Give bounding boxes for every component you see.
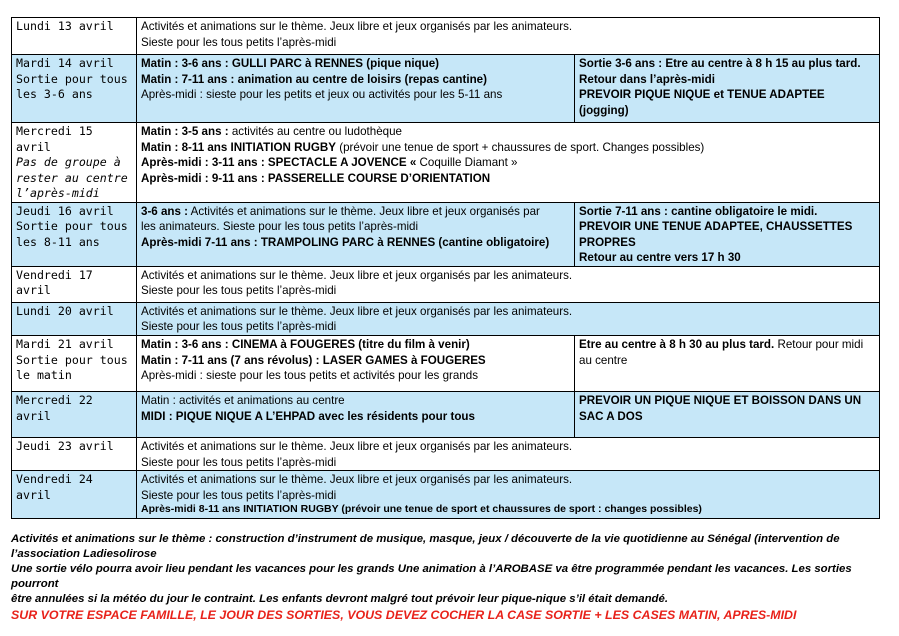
activity-line: Activités et animations sur le thème. Jeux libre et jeux organisés par les animateurs. <box>141 268 573 282</box>
activity-line: Après-midi 7-11 ans : TRAMPOLING PARC à RENNES (cantine obligatoire) <box>141 235 550 249</box>
activity-line <box>141 155 875 171</box>
notes-cell <box>575 55 880 123</box>
day-cell <box>12 266 137 302</box>
note-line: PROPRES <box>579 235 636 249</box>
day-cell <box>12 202 137 266</box>
note-line: PREVOIR PIQUE NIQUE et TENUE ADAPTEE <box>579 88 825 102</box>
bold-part: 3-6 ans : <box>141 204 189 218</box>
activities-cell <box>137 202 575 266</box>
schedule-row <box>12 302 880 335</box>
normal-part: Coquille Diamant » <box>416 156 518 170</box>
day-label: Lundi 20 avril <box>16 303 114 318</box>
day-label: Pas de groupe à <box>16 155 121 169</box>
day-label: Mercredi 15 avril <box>16 124 93 154</box>
footer-velo-line: être annulées si la météo du jour le contraint. Les enfants devront malgré tout prévoir leur pique-nique s’il était demandé. <box>11 593 668 605</box>
normal-part: activités au centre ou ludothèque <box>228 125 403 138</box>
activity-line <box>141 124 875 140</box>
activity-line: Activités et animations sur le thème. Jeux libre et jeux organisés par les animateurs. <box>141 20 573 33</box>
activity-line: Sieste pour les tous petits l’après-midi <box>141 455 337 469</box>
day-label: Jeudi 23 avril <box>16 439 114 454</box>
day-label: Jeudi 16 avril <box>16 203 114 218</box>
activity-line: Sieste pour les tous petits l’après-midi <box>141 284 337 298</box>
activity-line: Matin : 3-6 ans : GULLI PARC à RENNES (pique nique) <box>141 57 440 70</box>
schedule-row <box>12 471 880 519</box>
note-line: Retour dans l’après-midi <box>579 72 715 86</box>
activity-line: Après-midi : sieste pour les petits et jeux ou activités pour les 5-11 ans <box>141 88 503 102</box>
bold-part: Après-midi : 3-11 ans : SPECTACLE A JOVENCE « <box>141 156 417 170</box>
schedule-row <box>12 392 880 438</box>
day-label: Vendredi 17 avril <box>16 267 93 298</box>
activity-line: Matin : 7-11 ans : animation au centre de loisirs (repas cantine) <box>141 72 487 86</box>
activity-line: Activités et animations sur le thème. Jeux libre et jeux organisés par les animateurs. <box>141 304 573 318</box>
note-line: Sortie 7-11 ans : cantine obligatoire le midi. <box>579 204 818 218</box>
notes-cell <box>575 336 880 392</box>
schedule-row <box>12 18 880 55</box>
day-label: Sortie pour tous <box>16 71 128 86</box>
activity-line: Sieste pour les tous petits l’après-midi <box>141 35 337 49</box>
note-line: PREVOIR UNE TENUE ADAPTEE, CHAUSSETTES <box>579 220 853 234</box>
activity-line: Après-midi : sieste pour les tous petits et activités pour les grands <box>141 369 479 383</box>
day-label: Lundi 13 avril <box>16 19 114 33</box>
footer-warning: SUR VOTRE ESPACE FAMILLE, LE JOUR DES SORTIES, VOUS DEVEZ COCHER LA CASE SORTIE + LES CASES MATIN, APRES-MIDI <box>11 608 797 622</box>
activity-line: Après-midi : 9-11 ans : PASSERELLE COURSE D’ORIENTATION <box>141 171 491 185</box>
day-cell <box>12 18 137 55</box>
normal-part: (prévoir une tenue de sport + chaussures de sport. Changes possibles) <box>335 140 705 154</box>
day-cell <box>12 438 137 471</box>
bold-part: Etre au centre à 8 h 30 au plus tard. <box>579 338 775 352</box>
note-line: PREVOIR UN PIQUE NIQUE ET BOISSON DANS UN <box>579 394 862 408</box>
activities-cell <box>137 392 575 438</box>
activities-cell <box>137 302 880 335</box>
day-label: l’après-midi <box>16 186 100 200</box>
notes-cell <box>575 202 880 266</box>
day-cell <box>12 302 137 335</box>
day-label: les 3-6 ans <box>16 87 93 102</box>
footer-notes <box>11 532 879 624</box>
day-cell <box>12 336 137 392</box>
schedule-row <box>12 202 880 266</box>
day-label: le matin <box>16 368 72 383</box>
day-label: Mardi 14 avril <box>16 56 114 70</box>
normal-part: Activités et animations sur le thème. Jeux libre et jeux organisés par <box>188 204 540 218</box>
activity-line: Matin : 3-6 ans : CINEMA à FOUGERES (titre du film à venir) <box>141 338 470 352</box>
activities-cell <box>137 55 575 123</box>
notes-cell <box>575 392 880 438</box>
activity-line: Activités et animations sur le thème. Jeux libre et jeux organisés par les animateurs. <box>141 440 573 454</box>
day-label: les 8-11 ans <box>16 234 100 249</box>
day-label: Sortie pour tous <box>16 352 128 367</box>
activities-cell <box>137 266 880 302</box>
footer-theme-line: Activités et animations sur le thème : construction d’instrument de musique, masque, jeux / découverte de la vie quotidienne au Sénégal (intervention de <box>11 533 840 545</box>
note-line <box>579 337 875 353</box>
normal-part: Retour pour midi <box>774 338 864 352</box>
day-label: Vendredi 24 avril <box>16 472 93 502</box>
note-line: SAC A DOS <box>579 409 643 423</box>
footer-theme-line: l’association Ladiesolirose <box>11 548 157 560</box>
day-label: Mardi 21 avril <box>16 337 114 352</box>
schedule-row <box>12 55 880 123</box>
day-label: Mercredi 22 avril <box>16 393 93 423</box>
activity-line: MIDI : PIQUE NIQUE A L’EHPAD avec les résidents pour tous <box>141 409 475 423</box>
day-cell <box>12 471 137 519</box>
day-cell <box>12 123 137 203</box>
activity-line <box>141 204 570 220</box>
activity-line: Matin : activités et animations au centre <box>141 394 345 408</box>
activity-line: les animateurs. Sieste pour les tous petits l’après-midi <box>141 220 419 234</box>
activity-line: Matin : 7-11 ans (7 ans révolus) : LASER GAMES à FOUGERES <box>141 353 486 367</box>
footer-velo-line: Une sortie vélo pourra avoir lieu pendant les vacances pour les grands Une animation à l’AROBASE va être programmée pendant les vacances. Les sorties pourront <box>11 563 852 590</box>
schedule-row <box>12 266 880 302</box>
activities-cell <box>137 438 880 471</box>
activities-cell <box>137 123 880 203</box>
note-line: au centre <box>579 353 628 367</box>
activity-line: Sieste pour les tous petits l’après-midi <box>141 320 337 334</box>
activities-cell <box>137 18 880 55</box>
schedule-table <box>11 17 880 519</box>
activity-line: Activités et animations sur le thème. Jeux libre et jeux organisés par les animateurs. <box>141 473 573 487</box>
day-cell <box>12 392 137 438</box>
activity-line: Après-midi 8-11 ans INITIATION RUGBY (prévoir une tenue de sport et chaussures de sport : changes possibles) <box>141 503 702 516</box>
note-line: Retour au centre vers 17 h 30 <box>579 251 741 265</box>
bold-part: Matin : 3-5 ans : <box>141 125 229 138</box>
activities-cell <box>137 336 575 392</box>
activities-cell <box>137 471 880 519</box>
schedule-body <box>12 18 880 519</box>
day-label: Sortie pour tous <box>16 219 128 234</box>
activity-line <box>141 140 875 156</box>
schedule-row <box>12 438 880 471</box>
schedule-row <box>12 123 880 203</box>
note-line: (jogging) <box>579 103 629 117</box>
bold-part: Matin : 8-11 ans INITIATION RUGBY <box>141 140 336 154</box>
day-cell <box>12 55 137 123</box>
schedule-row <box>12 336 880 392</box>
day-label: rester au centre <box>16 170 128 185</box>
note-line: Sortie 3-6 ans : Etre au centre à 8 h 15 au plus tard. <box>579 57 861 70</box>
activity-line: Sieste pour les tous petits l’après-midi <box>141 488 337 502</box>
